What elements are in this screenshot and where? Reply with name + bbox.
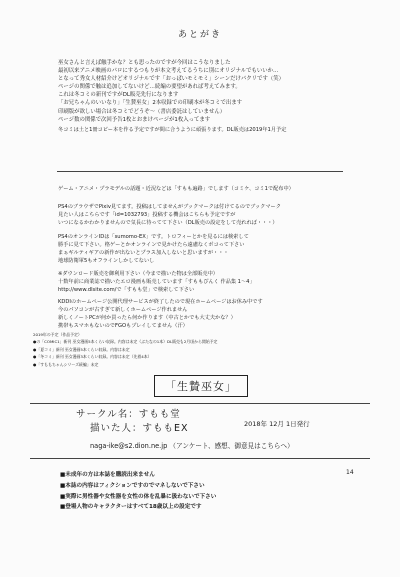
- plan-item: ●「すももちゃんシリーズ続編」未定: [33, 361, 99, 367]
- paragraph-ps4: PS4のオンラインIDは「sumomo-EX」です。トロフィーとかを見るには検索して 勝手に見て下さい。格ゲーとかオンラインで見かけたら遠慮なくボコって下さい まぁギルティギアの新作が出ないとプラス加入しないと思いますが・・・ 地球防衛軍5もオフラインしかしてないし: [58, 234, 249, 265]
- warning-item: ■実際に男性器や女性器を女性の体を乱暴に扱わないで下さい: [60, 493, 217, 500]
- warning-item: ■未成年の方は本誌を購読出来ません: [60, 472, 155, 478]
- page-number: 14: [346, 469, 354, 476]
- colophon-top-rule: [30, 403, 370, 404]
- publish-date: 2018年 12月 1日発行: [244, 420, 310, 428]
- paragraph-pixiv: PS4のブラウザでPixiv見てます。投稿はしてませんがブックマークは付けてるのでブックマーク 見たい人はこちらです「id=1032793」投稿する機会はこちらも予定ですが いつになるかわかりませんので気長に待ってて下さい（DL販売の設定をして売れれば・・・）: [58, 204, 281, 227]
- email-note: （アンケート、感想、御意見はこちらへ）: [169, 442, 294, 450]
- book-title-box: [154, 375, 248, 397]
- paragraph-intro: 巫女さんと言えば触手かな？とも思ったのですが今回はこうなりました 最初以来アニメ映画のパロにするつもりが本文考えてるうちに別にオリジナルでもいいか… となって秀女人材紹介けどオリジナルです「おっぱいモミモミ」シーンだけパクリです（笑） ページの関係で触は追加してないけど…続編の要望があれば考えてみます。 これは冬コミの新刊ですがDL販売先行になります 「お兄ちゃんのいいなり」「生贄巫女」2本収録での印刷本が冬コミで出ます 印刷版が欲しい場合は冬コミでどうぞ〜（書店委託はしていません） ページ数の関係で次回予告1枚とおまけページが1枚入ってます: [58, 60, 285, 123]
- artist-credit: [90, 420, 189, 434]
- paragraph-news: ゲーム・アニメ・プラモデルの話題・近況などは「すもも遍路」でします（コミケ、コミ1で配布中）: [58, 186, 294, 192]
- warning-item: ■本誌の内容はフィクションですのでマネしないで下さい: [60, 482, 205, 489]
- plan-item: ●の「COMIC1」新刊 巫女漫画5本くらい収録。内容は未定（ぶたなの1本）DL販売も2月頃から開始予定: [33, 339, 218, 345]
- circle-name: すもも堂: [138, 409, 181, 420]
- circle-credit: [76, 406, 181, 420]
- plan-item: ●「夏コミ」新刊 巫女漫画5本くらい収録。内容は未定: [33, 346, 130, 352]
- circle-label: サークル名：: [76, 409, 139, 420]
- contact-line: [90, 440, 294, 450]
- artist-name: すももEX: [142, 423, 189, 434]
- paragraph-download: ※ダウンロード販売を御利用下さい（今まで描いた物は全部販売中） 十数年前に商業誌で描いたエロ漫画も販売しています「すももぴんく 作品集 1〜4」 http://www.dlsite.com/で「すもも堂」で検索して下さい: [58, 271, 255, 294]
- plan-heading: 2019年の予定（作品予定）: [33, 332, 82, 337]
- warning-item: ■登場人物のキャラクターはすべて18歳以上の設定です: [60, 504, 202, 511]
- book-title: 「生贄巫女」: [165, 380, 237, 393]
- plan-section: [33, 331, 373, 368]
- paragraph-schedule: 冬コミは土と1冊コピー本を作る予定ですが間に合うように頑張ります。DL販売は2019年1月予定: [58, 127, 287, 133]
- colophon-bottom-rule: [30, 458, 370, 459]
- artist-label: 描いた人：: [90, 423, 143, 434]
- email-address: naga-ike@s2.dion.ne.jp: [90, 442, 168, 450]
- divider: [57, 171, 343, 172]
- paragraph-homepage: KDDIのホームページ公開代理サービスが終了したので現在ホームページはお休み中です 今のパソコンが古すぎて新しくホームページ作れません 新しくノートPCが何か買ったら何か作ります（中古とかでも大丈夫かな？） 携帯もスマホもないのでFGOもプレイしてません（汗）: [58, 299, 263, 330]
- warning-list: [60, 470, 216, 513]
- plan-item: ●「冬コミ」新刊 巫女漫画3本くらい収録。内容は未定（先着4本）: [33, 354, 152, 360]
- page-title: あとがき: [177, 30, 222, 40]
